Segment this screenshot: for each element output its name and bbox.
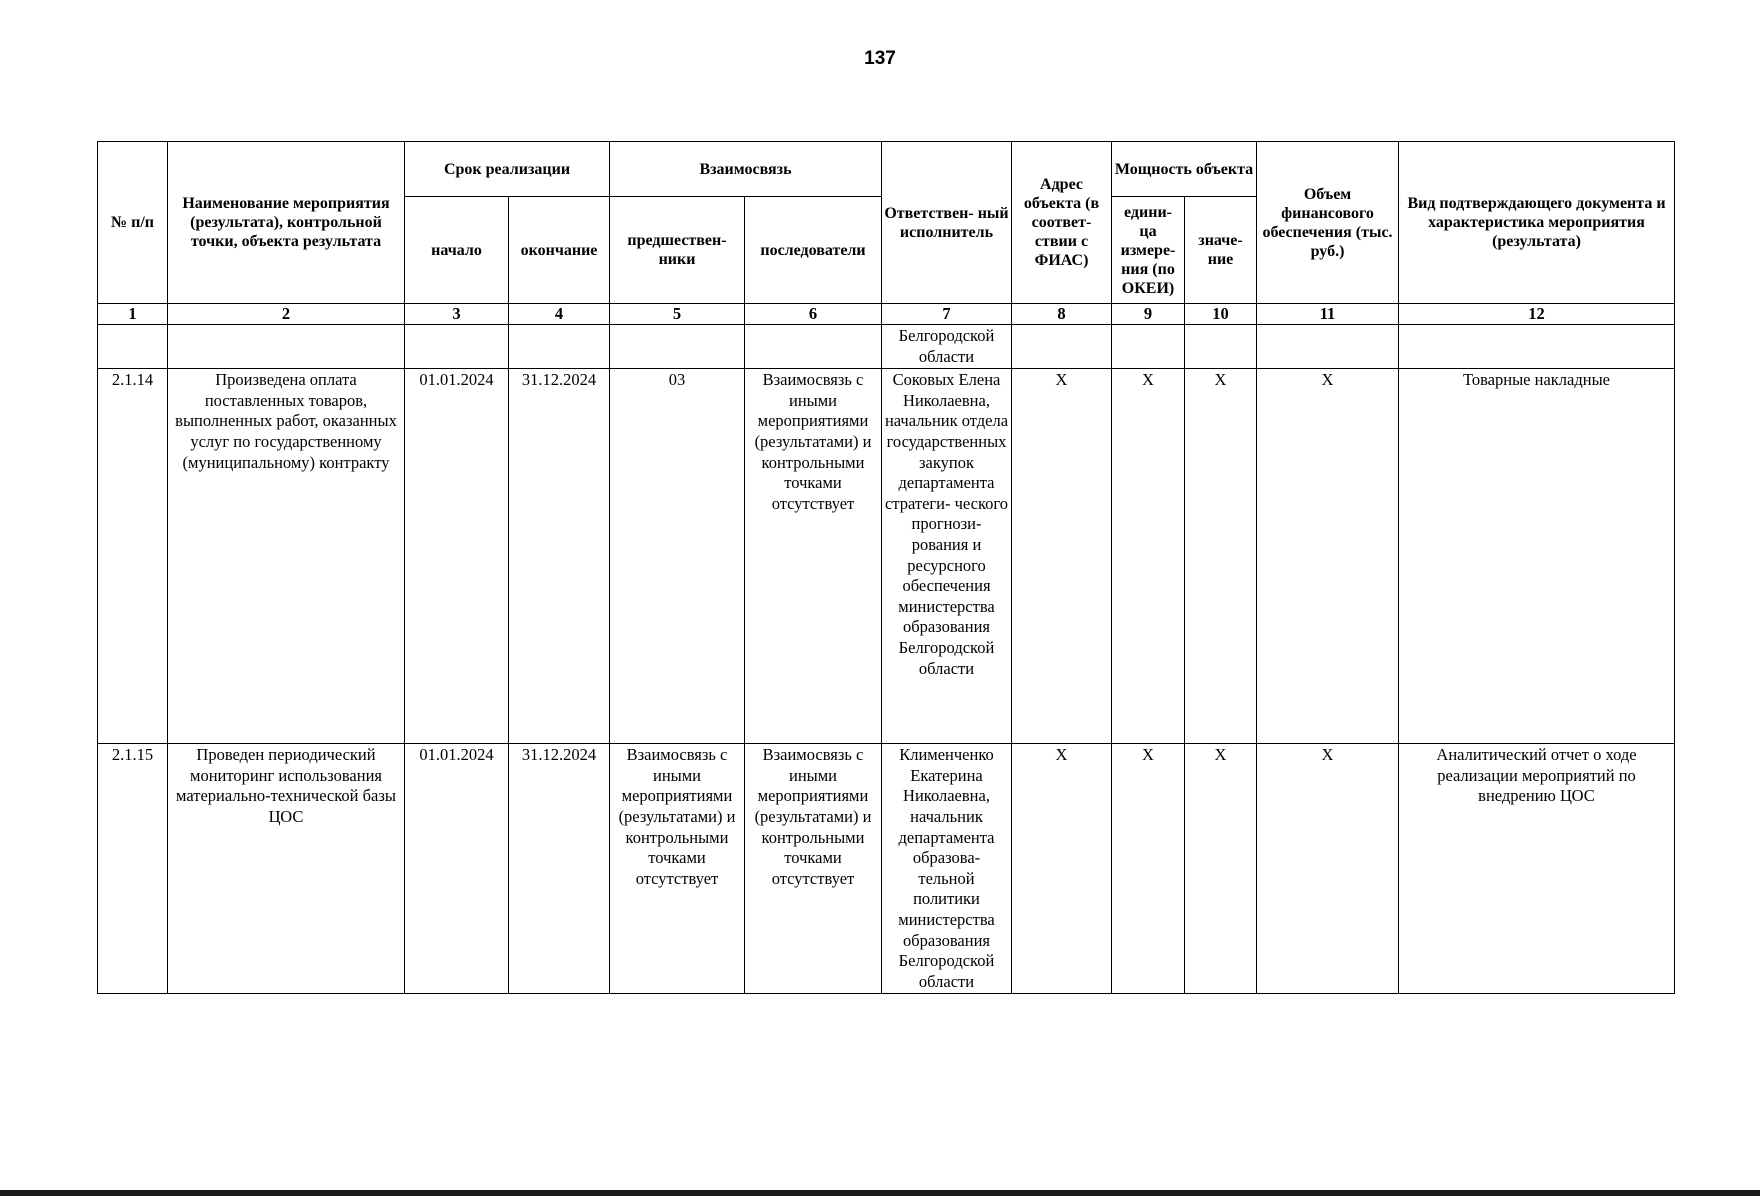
column-number: 10 (1185, 304, 1257, 325)
column-number: 9 (1112, 304, 1185, 325)
column-number: 6 (745, 304, 882, 325)
row-unit: X (1112, 369, 1185, 744)
header-group-term: Срок реализации (405, 142, 610, 197)
column-number: 4 (509, 304, 610, 325)
row-successors: Взаимосвязь с иными мероприятиями (результатами) и контрольными точками отсутствует (745, 369, 882, 744)
row-value: X (1185, 369, 1257, 744)
row-finance: X (1257, 369, 1399, 744)
header-finance: Объем финансового обеспечения (тыс. руб.) (1257, 142, 1399, 304)
column-number: 1 (98, 304, 168, 325)
header-end: окончание (509, 197, 610, 304)
column-number: 8 (1012, 304, 1112, 325)
row-predecessors: Взаимосвязь с иными мероприятиями (результатами) и контрольными точками отсутствует (610, 744, 745, 994)
header-value: значе- ние (1185, 197, 1257, 304)
column-number: 12 (1399, 304, 1675, 325)
row-value: X (1185, 744, 1257, 994)
header-address: Адрес объекта (в соответ- ствии с ФИАС) (1012, 142, 1112, 304)
row-name: Произведена оплата поставленных товаров, выполненных работ, оказанных услуг по государственному (муниципальному) контракту (168, 369, 405, 744)
continuation-row (98, 325, 1675, 369)
page-number: 137 (864, 48, 896, 69)
column-number: 5 (610, 304, 745, 325)
header-responsible: Ответствен- ный исполнитель (882, 142, 1012, 304)
row-end: 31.12.2024 (509, 744, 610, 994)
row-document: Аналитический отчет о ходе реализации мероприятий по внедрению ЦОС (1399, 744, 1675, 994)
row-name: Проведен периодический мониторинг использования материально-технической базы ЦОС (168, 744, 405, 994)
header-start: начало (405, 197, 509, 304)
column-number: 7 (882, 304, 1012, 325)
table-row (98, 744, 1675, 994)
row-unit: X (1112, 744, 1185, 994)
header-unit: едини- ца измере- ния (по ОКЕИ) (1112, 197, 1185, 304)
column-number: 3 (405, 304, 509, 325)
header-document: Вид подтверждающего документа и характеристика мероприятия (результата) (1399, 142, 1675, 304)
table-row (98, 369, 1675, 744)
column-number-row (98, 304, 1675, 325)
header-predecessors: предшествен- ники (610, 197, 745, 304)
scan-edge-line (0, 1190, 1760, 1196)
row-address: X (1012, 744, 1112, 994)
row-responsible: Клименченко Екатерина Николаевна, начальник департамента образова- тельной политики министерства образования Белгородской области (882, 744, 1012, 994)
continuation-responsible: Белгородской области (882, 325, 1012, 369)
row-num: 2.1.14 (98, 369, 168, 744)
header-group-power: Мощность объекта (1112, 142, 1257, 197)
row-num: 2.1.15 (98, 744, 168, 994)
row-end: 31.12.2024 (509, 369, 610, 744)
header-group-link: Взаимосвязь (610, 142, 882, 197)
row-start: 01.01.2024 (405, 369, 509, 744)
row-finance: X (1257, 744, 1399, 994)
implementation-plan-table (97, 141, 1675, 994)
header-name: Наименование мероприятия (результата), контрольной точки, объекта результата (168, 142, 405, 304)
header-num: № п/п (98, 142, 168, 304)
header-successors: последователи (745, 197, 882, 304)
column-number: 2 (168, 304, 405, 325)
row-document: Товарные накладные (1399, 369, 1675, 744)
column-number: 11 (1257, 304, 1399, 325)
row-successors: Взаимосвязь с иными мероприятиями (результатами) и контрольными точками отсутствует (745, 744, 882, 994)
row-responsible: Соковых Елена Николаевна, начальник отдела государственных закупок департамента стратеги- ческого прогнози- рования и ресурсного обеспечения министерства образования Белгородской области (882, 369, 1012, 744)
row-predecessors: 03 (610, 369, 745, 744)
row-address: X (1012, 369, 1112, 744)
row-start: 01.01.2024 (405, 744, 509, 994)
